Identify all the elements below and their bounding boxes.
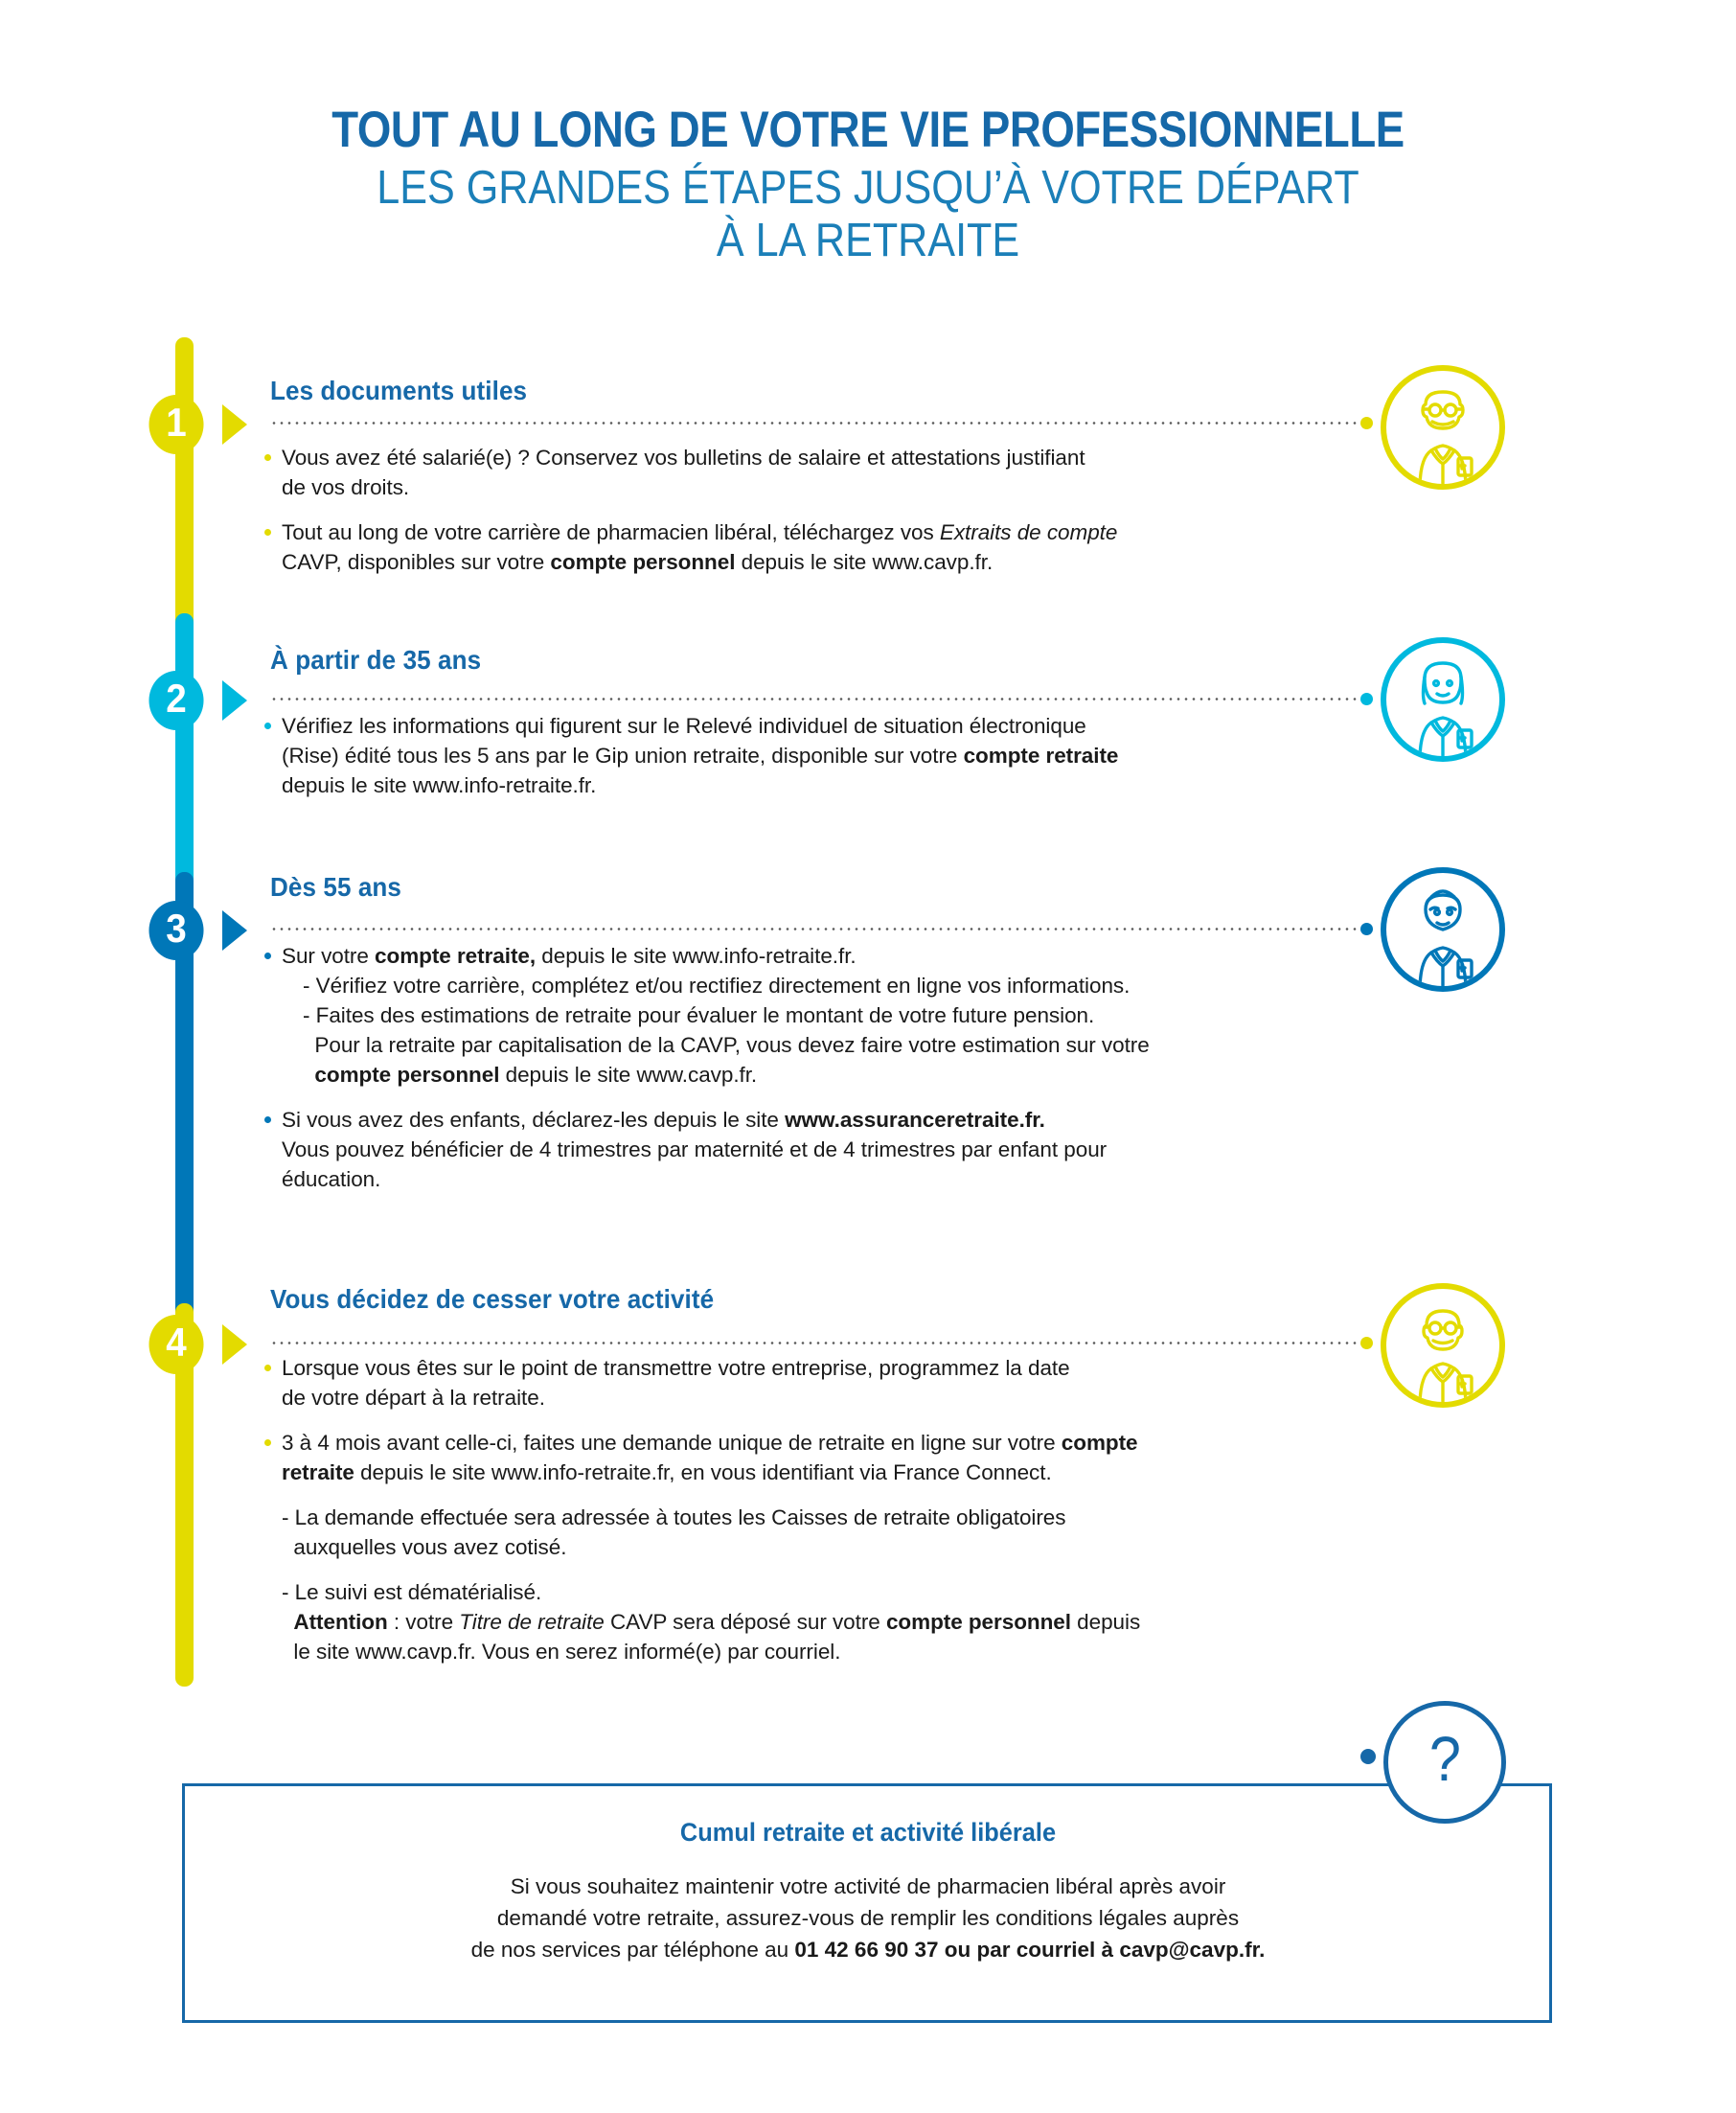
pharmacist-young-man-icon: [1378, 362, 1508, 493]
text-line: Lorsque vous êtes sur le point de transmettre votre entreprise, programmez la date: [282, 1356, 1070, 1380]
sub-text-line: - Vérifiez votre carrière, complétez et/ou rectifiez directement en ligne vos informations.: [303, 974, 1131, 998]
step-body-1: [263, 443, 1345, 577]
step-body-4: [263, 1353, 1345, 1666]
bullet-item: [263, 1105, 1345, 1194]
question-mark-icon: ?: [1383, 1701, 1506, 1824]
step-arrow-icon-4: [222, 1324, 247, 1365]
step-body-3: [263, 941, 1345, 1194]
text-line: Vous pouvez bénéficier de 4 trimestres par maternité et de 4 trimestres par enfant pour: [282, 1137, 1108, 1161]
step-number: 2: [166, 676, 187, 721]
sub-text-line: Pour la retraite par capitalisation de la CAVP, vous devez faire votre estimation sur votre: [303, 1033, 1150, 1057]
text-line: Si vous avez des enfants, déclarez-les depuis le site www.assuranceretraite.fr.: [282, 1108, 1045, 1132]
step-arrow-icon-1: [222, 404, 247, 445]
step-heading-4: Vous décidez de cesser votre activité: [270, 1284, 715, 1314]
pharmacist-senior-woman-icon: [1378, 864, 1508, 995]
step-leader-dot-2: [1360, 693, 1373, 705]
step-arrow-icon-3: [222, 910, 247, 951]
step-heading-3: Dès 55 ans: [270, 872, 402, 902]
text-line: Attention : votre Titre de retraite CAVP sera déposé sur votre compte personnel depuis: [293, 1610, 1141, 1634]
step-heading-1: Les documents utiles: [270, 376, 528, 405]
bullet-dot: [264, 1116, 271, 1123]
text-line: Sur votre compte retraite, depuis le site www.info-retraite.fr.: [282, 944, 857, 968]
text-line: depuis le site www.info-retraite.fr.: [282, 773, 597, 797]
callout-text-line: Si vous souhaitez maintenir votre activité de pharmacien libéral après avoir: [510, 1874, 1226, 1898]
text-line: - La demande effectuée sera adressée à toutes les Caisses de retraite obligatoires: [282, 1505, 1066, 1529]
step-arrow-icon-2: [222, 680, 247, 721]
text-line: CAVP, disponibles sur votre compte personnel depuis le site www.cavp.fr.: [282, 550, 994, 574]
bullet-dot: [264, 953, 271, 959]
step-heading-2: À partir de 35 ans: [270, 645, 482, 675]
pharmacist-senior-man-icon: [1378, 1280, 1508, 1411]
text-line: le site www.cavp.fr. Vous en serez informé(e) par courriel.: [282, 1640, 841, 1664]
text-line: (Rise) édité tous les 5 ans par le Gip union retraite, disponible sur votre compte retraite: [282, 744, 1119, 768]
bullet-item: [263, 1577, 1345, 1666]
bullet-item: [263, 517, 1345, 577]
bullet-dot: [264, 723, 271, 729]
step-number: 4: [166, 1320, 187, 1365]
page-title: [0, 103, 1736, 267]
text-line: de votre départ à la retraite.: [282, 1386, 545, 1410]
step-leader-dot-1: [1360, 417, 1373, 429]
callout-connector-dot: [1360, 1749, 1376, 1764]
callout-body: [0, 1871, 1736, 1965]
bullet-dot: [264, 1439, 271, 1446]
text-line: de vos droits.: [282, 475, 410, 499]
timeline-rail-segment-2: [175, 613, 194, 901]
step-number: 3: [166, 906, 187, 951]
bullet-dot: [264, 454, 271, 461]
pharmacist-woman-icon: [1378, 634, 1508, 765]
title-line-3: À LA RETRAITE: [716, 214, 1020, 266]
callout-text-line: de nos services par téléphone au 01 42 66 90 37 ou par courriel à cavp@cavp.fr.: [470, 1938, 1266, 1962]
step-badge-4: [148, 1315, 203, 1374]
text-line: éducation.: [282, 1167, 381, 1191]
step-badge-2: [148, 671, 203, 730]
sub-text-line: - Faites des estimations de retraite pour évaluer le montant de votre future pension.: [303, 1003, 1095, 1027]
bullet-item: [263, 941, 1345, 1090]
step-leader-line-1: [270, 422, 1360, 425]
step-body-2: [263, 711, 1345, 800]
step-leader-line-4: [270, 1342, 1360, 1344]
bullet-item: [263, 1503, 1345, 1562]
text-line: Tout au long de votre carrière de pharmacien libéral, téléchargez vos Extraits de compte: [282, 520, 1118, 544]
text-line: - Le suivi est dématérialisé.: [282, 1580, 542, 1604]
step-leader-line-3: [270, 928, 1360, 930]
step-leader-dot-3: [1360, 923, 1373, 935]
step-badge-3: [148, 901, 203, 960]
timeline-rail-segment-1: [175, 337, 194, 644]
step-badge-1: [148, 395, 203, 454]
text-line: 3 à 4 mois avant celle-ci, faites une demande unique de retraite en ligne sur votre compte: [282, 1431, 1138, 1455]
bullet-dot: [264, 1365, 271, 1371]
title-line-1: TOUT AU LONG DE VOTRE VIE PROFESSIONNELLE: [331, 102, 1405, 158]
bullet-item: [263, 711, 1345, 800]
sub-text-line: compte personnel depuis le site www.cavp.fr.: [314, 1063, 758, 1087]
text-line: retraite depuis le site www.info-retraite.fr, en vous identifiant via France Connect.: [282, 1460, 1052, 1484]
bullet-item: [263, 443, 1345, 502]
step-leader-line-2: [270, 698, 1360, 701]
step-leader-dot-4: [1360, 1337, 1373, 1349]
title-line-2: LES GRANDES ÉTAPES JUSQU’À VOTRE DÉPART: [377, 162, 1359, 215]
bullet-item: [263, 1428, 1345, 1487]
callout-title: Cumul retraite et activité libérale: [679, 1818, 1057, 1847]
bullet-item: [263, 1353, 1345, 1412]
callout-text-line: demandé votre retraite, assurez-vous de remplir les conditions légales auprès: [496, 1906, 1240, 1930]
bullet-dot: [264, 529, 271, 536]
text-line: Vérifiez les informations qui figurent sur le Relevé individuel de situation électronique: [282, 714, 1086, 738]
text-line: auxquelles vous avez cotisé.: [282, 1535, 567, 1559]
step-number: 1: [166, 400, 187, 445]
text-line: Vous avez été salarié(e) ? Conservez vos bulletins de salaire et attestations justifiant: [282, 446, 1085, 470]
